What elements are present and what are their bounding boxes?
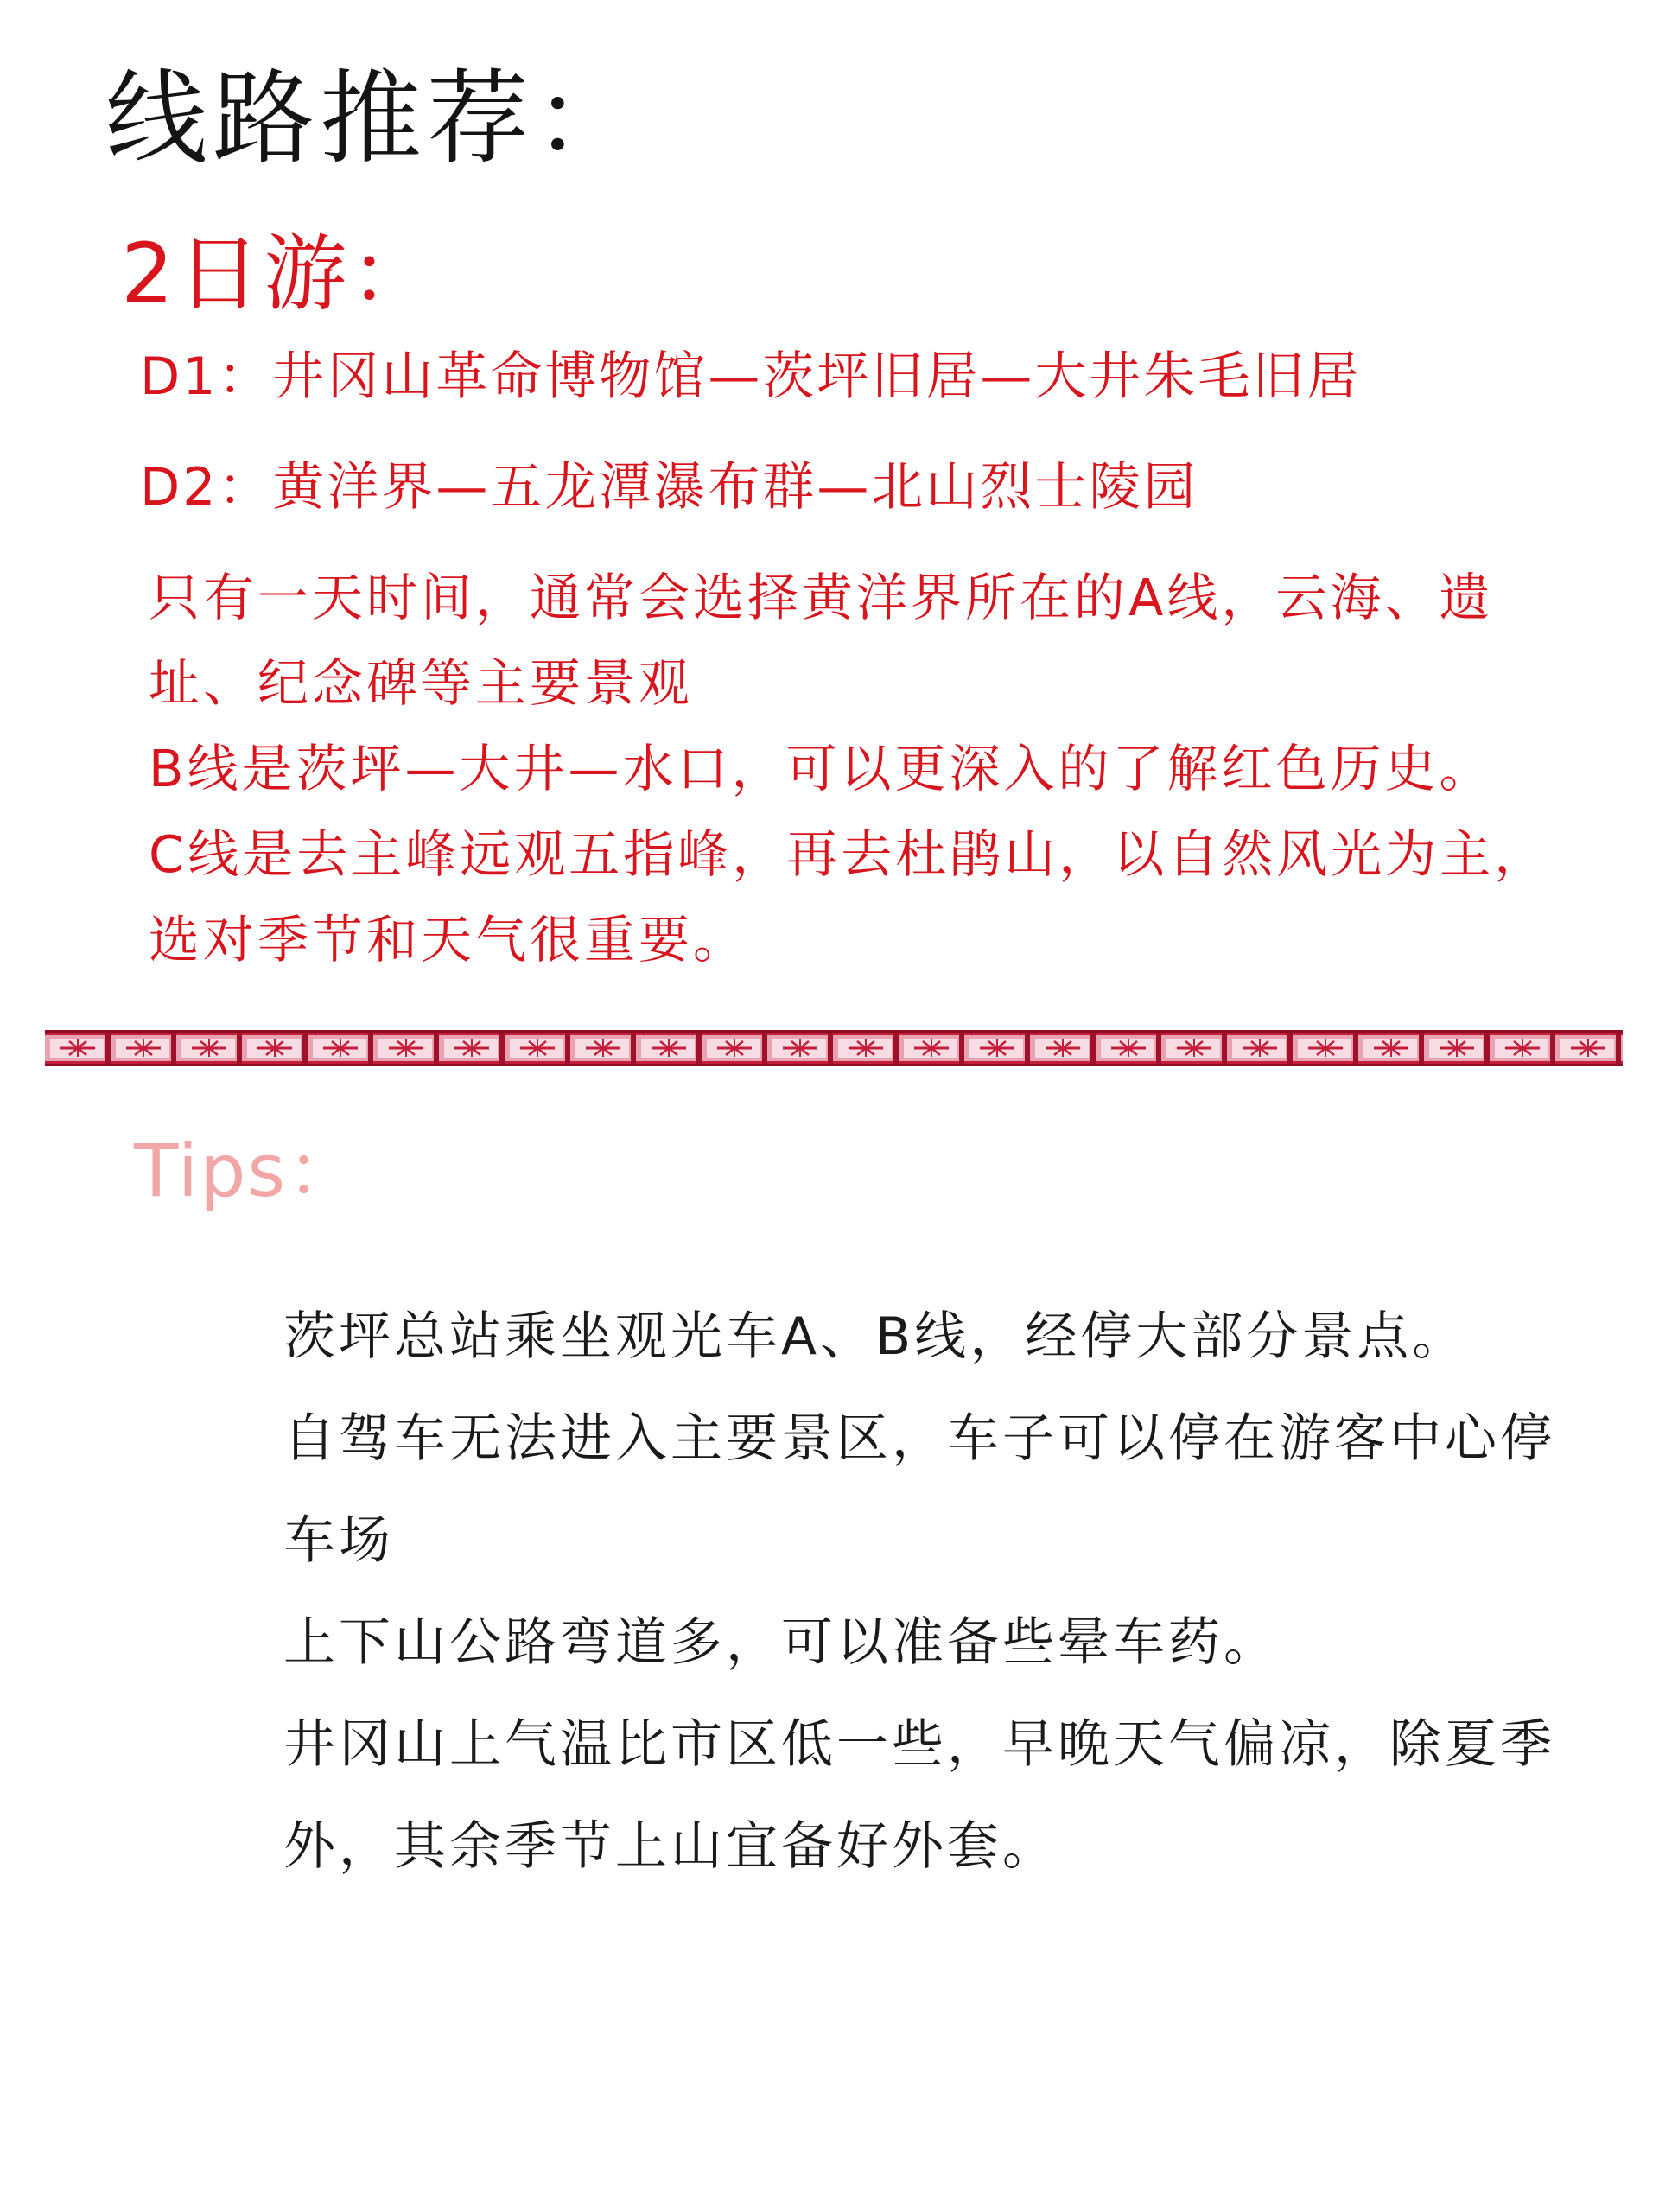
tips-list — [283, 1286, 1588, 1897]
tip-item: 井冈山上气温比市区低一些，早晚天气偏凉，除夏季外，其余季节上山宜备好外套。 — [283, 1714, 1555, 1877]
tip-item: 自驾车无法进入主要景区，车子可以停在游客中心停车场 — [283, 1408, 1555, 1571]
route-notes — [149, 555, 1600, 982]
note-line-c: C线是去主峰远观五指峰，再去杜鹃山，以自然风光为主，选对季节和天气很重要。 — [149, 824, 1549, 969]
route-day-1: D1：井冈山革命博物馆—茨坪旧居—大井朱毛旧居 — [140, 346, 1362, 407]
note-line-a: 只有一天时间，通常会选择黄洋界所在的A线，云海、遗址、纪念碑等主要景观 — [149, 568, 1494, 713]
tip-item: 茨坪总站乘坐观光车A、B线，经停大部分景点。 — [283, 1306, 1468, 1367]
decorative-tape-divider — [45, 1030, 1623, 1066]
itinerary-heading: 2日游： — [121, 226, 437, 322]
tips-label: Tips： — [134, 1128, 362, 1213]
route-day-2: D2：黄洋界—五龙潭瀑布群—北山烈士陵园 — [140, 457, 1198, 518]
page-title: 线路推荐： — [105, 59, 642, 178]
note-line-b: B线是茨坪—大井—水口，可以更深入的了解红色历史。 — [149, 739, 1494, 798]
tip-item: 上下山公路弯道多，可以准备些晕车药。 — [283, 1612, 1279, 1673]
